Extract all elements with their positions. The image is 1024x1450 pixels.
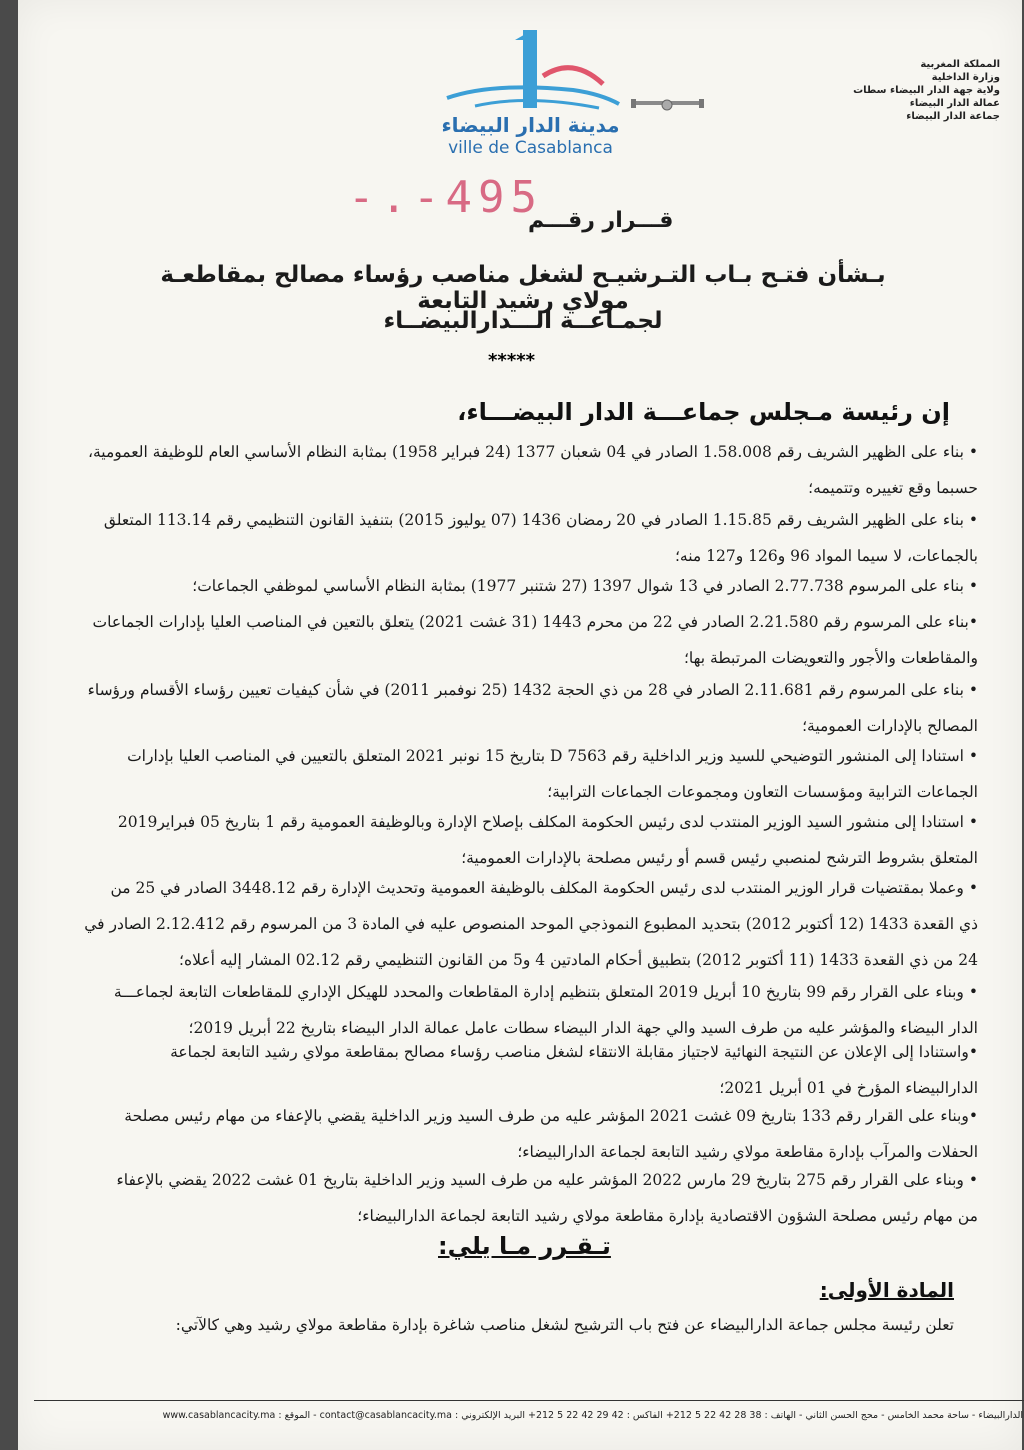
header-line-commune: جماعة الدار البيضاء (906, 111, 1000, 122)
article-one-text: تعلن رئيسة مجلس جماعة الدارالبيضاء عن فتح باب الترشيح لشغل مناصب شاغرة بإدارة مقاطعة مولاي رشيد وهي كالآتي: (175, 1316, 954, 1334)
preamble-paragraph-2 (62, 502, 978, 574)
paragraph-line: 24 من ذي القعدة 1433 (11 أكتوبر 2012) بتطبيق أحكام المادتين 4 و5 من القانون التنظيمي رقم 02.12 المشار إليه أعلاه؛ (179, 951, 978, 969)
casablanca-logo-mark (423, 28, 638, 118)
paragraph-line: • بناء على المرسوم رقم 2.11.681 الصادر في 28 من ذي الحجة 1432 (25 نوفمبر 2011) في شأن كيفيات تعيين رؤساء الأقسام ورؤساء (87, 681, 978, 699)
paragraph-line: حسبما وقع تغييره وتتميمه؛ (808, 479, 978, 497)
paragraph-line: •بناء على المرسوم رقم 2.21.580 الصادر في 22 من محرم 1443 (31 غشت 2021) يتعلق بالتعين في المناصب العليا بإدارات الجماعات (92, 613, 978, 631)
preamble-paragraph-8 (62, 870, 978, 978)
paragraph-line: والمقاطعات والأجور والتعويضات المرتبطة بها؛ (684, 649, 978, 667)
logo-city-name-french: ville de Casablanca (448, 138, 613, 158)
paragraph-line: الدار البيضاء والمؤشر عليه من طرف السيد والي جهة الدار البيضاء سطات عامل عمالة الدار البيضاء بتاريخ 22 أبريل 2019؛ (188, 1019, 978, 1037)
preamble-paragraph-7 (62, 804, 978, 876)
paragraph-line: ذي القعدة 1433 (12 أكتوبر 2012) بتحديد المطبوع النموذجي الموحد المنصوص عليه في المادة 3 من المرسوم رقم 2.12.412 الصادر في (84, 915, 978, 933)
staple-icon (631, 96, 706, 112)
header-line-ministry: وزارة الداخلية (931, 72, 1000, 83)
paragraph-line: • وعملا بمقتضيات قرار الوزير المنتدب لدى رئيس الحكومة المكلف بالوظيفة العمومية وتحديث الإدارة رقم 3448.12 الصادر في 25 من (110, 879, 978, 897)
title-line-1: بـشأن فتـح بـاب التـرشيـح لشغل مناصب رؤساء مصالح بمقاطعـة مولاي رشيد التابعة (160, 262, 886, 314)
preamble-paragraph-11 (62, 1098, 978, 1170)
document-page (18, 0, 1022, 1450)
preamble-paragraph-6 (62, 738, 978, 810)
header-line-wilaya: ولاية جهة الدار البيضاء سطات (853, 85, 1000, 96)
header-line-kingdom: المملكة المغربية (920, 59, 1000, 70)
institution-header (850, 58, 1000, 123)
decision-number-stamp: -.-495 (348, 172, 543, 223)
decision-label: قـــرار رقـــم (528, 208, 674, 233)
paragraph-line: • استنادا إلى منشور السيد الوزير المنتدب لدى رئيس الحكومة المكلف بإصلاح الإدارة وبالوظيفة العمومية رقم 1 بتاريخ 05 فبراير2019 (117, 813, 978, 831)
paragraph-line: • وبناء على القرار رقم 99 بتاريخ 10 أبريل 2019 المتعلق بتنظيم إدارة المقاطعات والمحدد للهيكل الإداري للمقاطعات التابعة لجماعـــة (113, 983, 978, 1001)
paragraph-line: •وبناء على القرار رقم 133 بتاريخ 09 غشت 2021 المؤشر عليه من طرف السيد وزير الداخلية يقضي بالإعفاء من مهام رئيس مصلحة (124, 1107, 978, 1125)
preamble-paragraph-12 (62, 1162, 978, 1234)
article-one-heading: المادة الأولى: (819, 1278, 954, 1302)
preamble-paragraph-10 (62, 1034, 978, 1106)
logo-city-name-arabic: مدينة الدار البيضاء (441, 113, 620, 137)
title-separator-stars: ***** (488, 350, 536, 371)
preamble-paragraph-5 (62, 672, 978, 744)
paragraph-line: • بناء على المرسوم 2.77.738 الصادر في 13 شوال 1397 (27 شتنبر 1977) بمثابة النظام الأساسي لموظفي الجماعات؛ (192, 577, 978, 595)
preamble-paragraph-4 (62, 604, 978, 676)
paragraph-line: المصالح بالإدارات العمومية؛ (802, 717, 978, 735)
paragraph-line: • بناء على الظهير الشريف رقم 1.58.008 الصادر في 04 شعبان 1377 (24 فبراير 1958) بمثابة النظام الأساسي العام للوظيفة العمومية، (87, 443, 978, 461)
paragraph-line: • استنادا إلى المنشور التوضيحي للسيد وزير الداخلية رقم 7563 D بتاريخ 15 نونبر 2021 المتعلق بالتعيين في المناصب العليا بإدارات (127, 747, 978, 765)
casablanca-logo (423, 28, 638, 163)
paragraph-line: • وبناء على القرار رقم 275 بتاريخ 29 مارس 2022 المؤشر عليه من طرف السيد وزير الداخلية بتاريخ 01 غشت 2022 يقضي بالإعفاء (116, 1171, 978, 1189)
paragraph-line: الحفلات والمرآب بإدارة مقاطعة مولاي رشيد التابعة لجماعة الدارالبيضاء؛ (517, 1143, 978, 1161)
preamble-paragraph-1 (62, 434, 978, 506)
paragraph-line: الدارالبيضاء المؤرخ في 01 أبريل 2021؛ (719, 1079, 978, 1097)
paragraph-line: المتعلق بشروط الترشح لمنصبي رئيس قسم أو رئيس مصلحة بالإدارات العمومية؛ (461, 849, 978, 867)
paragraph-line: الجماعات الترابية ومؤسسات التعاون ومجموعات الجماعات الترابية؛ (547, 783, 978, 801)
paragraph-line: من مهام رئيس مصلحة الشؤون الاقتصادية بإدارة مقاطعة مولاي رشيد التابعة لجماعة الدارالبيضاء؛ (357, 1207, 978, 1225)
title-line-2: لجمـاعــة الـــدارالبيضــاء (383, 308, 663, 334)
footer-contact-info: الدارالبيضاء - ساحة محمد الخامس - محج الحسن الثاني - الهاتف : 38 28 42 22 5 212+ الفاكس : 42 29 42 22 5 212+ البريد الإلكتروني : contact@casablancacity.ma - الموقع : www.casablancacity.ma (162, 1410, 1023, 1421)
paragraph-line: • بناء على الظهير الشريف رقم 1.15.85 الصادر في 20 رمضان 1436 (07 يوليوز 2015) بتنفيذ القانون التنظيمي رقم 113.14 المتعلق (103, 511, 978, 529)
decision-heading: تـقـرر مـا يلي: (438, 1232, 611, 1260)
council-president-heading: إن رئيسة مـجلس جماعـــة الدار البيضـــاء، (457, 398, 950, 426)
header-line-prefecture: عمالة الدار البيضاء (909, 98, 1000, 109)
paragraph-line: •واستنادا إلى الإعلان عن النتيجة النهائية لاجتياز مقابلة الانتقاء لشغل مناصب رؤساء مصالح بمقاطعة مولاي رشيد التابعة لجماعة (170, 1043, 978, 1061)
footer-divider (34, 1400, 1024, 1401)
paragraph-line: بالجماعات، لا سيما المواد 96 و126 و127 منه؛ (674, 547, 978, 565)
preamble-paragraph-3 (62, 568, 978, 604)
